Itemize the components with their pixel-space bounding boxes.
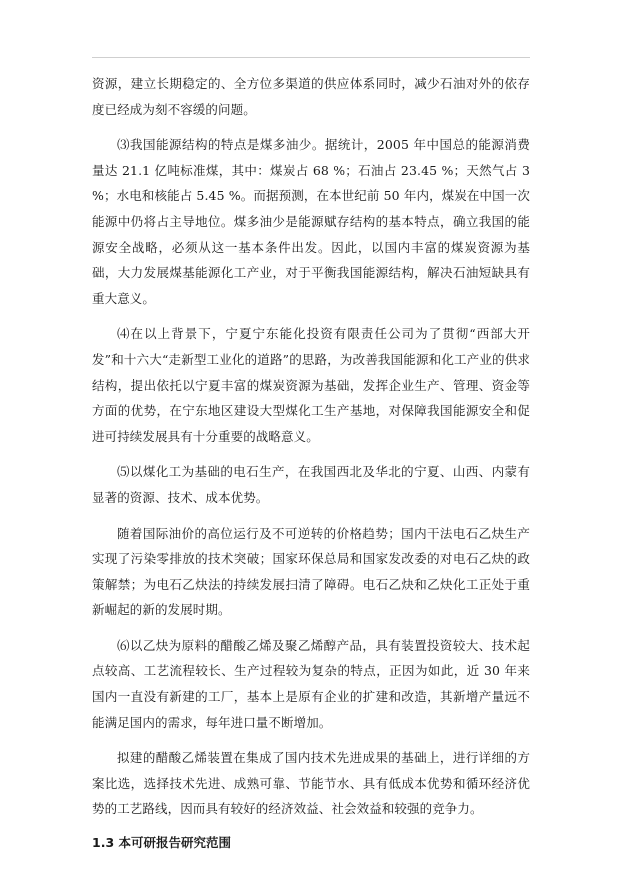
paragraph-vinyl-acetate: ⑹以乙炔为原料的醋酸乙烯及聚乙烯醇产品，具有装置投资较大、技术起点较高、工艺流程较长、生产过程较为复杂的特点，正因为如此，近 30 年来国内一直没有新建的工厂，基本上是原有企业的扩建和改造，其新增产量远不能满足国内的需求，每年进口量不断增加。 [92, 637, 530, 730]
header-rule [92, 57, 530, 58]
section-heading: 1.3 本可研报告研究范围 [92, 835, 231, 851]
paragraph-energy-structure: ⑶我国能源结构的特点是煤多油少。据统计，2005 年中国总的能源消费量达 21.1 亿吨标准煤，其中：煤炭占 68 %；石油占 23.45 %；天然气占 3 %；水电和核能占 5.45 %。而据预测，在本世纪前 50 年内，煤炭在中国一次能源中仍将占主导地位。煤多油少是能源赋存结构的基本特点，确立我国的能源安全战略，必须从这一基本条件出发。因此，以国内丰富的煤炭资源为基础，大力发展煤基能源化工产业，对于平衡我国能源结构，解决石油短缺具有重大意义。 [92, 137, 530, 306]
document-body [92, 71, 530, 854]
paragraph-calcium-carbide: ⑸以煤化工为基础的电石生产，在我国西北及华北的宁夏、山西、内蒙有显著的资源、技术、成本优势。 [92, 464, 530, 505]
paragraph-background: ⑷在以上背景下，宁夏宁东能化投资有限责任公司为了贯彻“西部大开发”和十六大“走新型工业化的道路”的思路，为改善我国能源和化工产业的供求结构，提出依托以宁夏丰富的煤炭资源为基础，发挥企业生产、管理、资金等方面的优势，在宁东地区建设大型煤化工生产基地，对保障我国能源安全和促进可持续发展具有十分重要的战略意义。 [92, 326, 530, 444]
paragraph-oil-price: 随着国际油价的高位运行及不可逆转的价格趋势；国内干法电石乙炔生产实现了污染零排放的技术突破；国家环保总局和国家发改委的对电石乙炔的政策解禁；为电石乙炔法的持续发展扫清了障碍。电石乙炔和乙炔化工正处于重新崛起的新的发展时期。 [92, 525, 530, 618]
paragraph-continuation: 资源，建立长期稳定的、全方位多渠道的供应体系同时，减少石油对外的依存度已经成为刻不容缓的问题。 [92, 76, 530, 117]
paragraph-proposed-plant: 拟建的醋酸乙烯装置在集成了国内技术先进成果的基础上，进行详细的方案比选，选择技术先进、成熟可靠、节能节水、具有低成本优势和循环经济优势的工艺路线，因而具有较好的经济效益、社会效益和较强的竞争力。 [92, 750, 530, 817]
